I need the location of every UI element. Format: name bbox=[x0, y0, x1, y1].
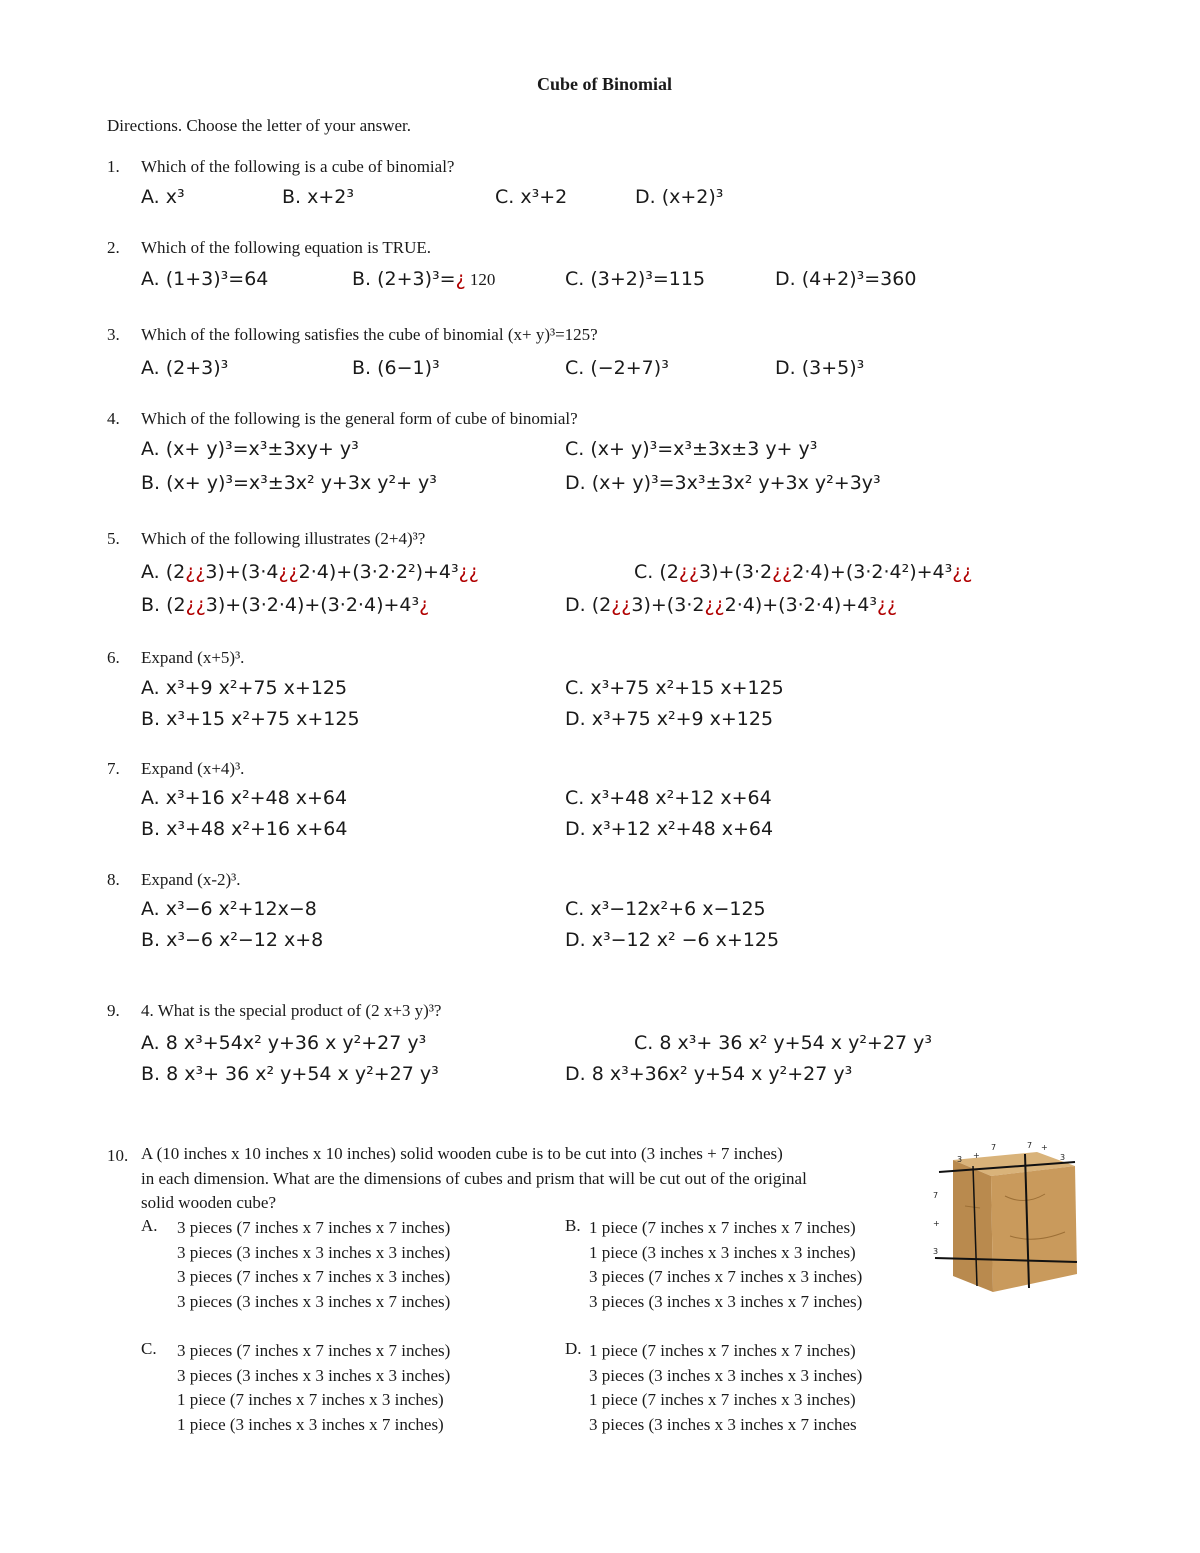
option-b[interactable]: B. 8 x³+ 36 x² y+54 x y²+27 y³ bbox=[141, 1063, 439, 1085]
render-error-glyph: ¿¿ bbox=[458, 561, 479, 583]
question-text: Which of the following equation is TRUE. bbox=[141, 238, 432, 257]
option-d[interactable]: D. (x+ y)³=3x³±3x² y+3x y²+3y³ bbox=[565, 472, 881, 494]
question-text: Which of the following is the general form of cube of binomial? bbox=[141, 409, 578, 428]
expr-part: C. (2 bbox=[634, 561, 679, 583]
cube-label: 3 bbox=[957, 1155, 963, 1164]
option-d[interactable] bbox=[589, 1339, 862, 1437]
render-error-glyph: ¿¿ bbox=[952, 561, 973, 583]
option-a[interactable] bbox=[177, 1216, 450, 1314]
render-error-glyph: ¿¿ bbox=[772, 561, 793, 583]
option-c[interactable]: C. (−2+7)³ bbox=[565, 357, 669, 379]
cube-right-face bbox=[991, 1166, 1077, 1292]
render-error-glyph: ¿¿ bbox=[278, 561, 299, 583]
question-line: in each dimension. What are the dimensions of cubes and prism that will be cut out of the original bbox=[141, 1168, 807, 1188]
option-d[interactable]: D. x³+12 x²+48 x+64 bbox=[565, 818, 774, 840]
render-error-glyph: ¿ bbox=[419, 594, 430, 616]
option-a[interactable]: A. (x+ y)³=x³±3xy+ y³ bbox=[141, 438, 359, 460]
question-text: Expand (x-2)³. bbox=[141, 870, 241, 889]
option-b[interactable]: B. x³+15 x²+75 x+125 bbox=[141, 708, 360, 730]
option-c[interactable]: C. (3+2)³=115 bbox=[565, 268, 706, 290]
question-text: 4. What is the special product of (2 x+3 y)³? bbox=[141, 1001, 442, 1020]
question-number: 6. bbox=[107, 648, 120, 667]
option-line: 3 pieces (3 inches x 3 inches x 7 inches bbox=[589, 1414, 857, 1434]
option-c[interactable]: C. x³+48 x²+12 x+64 bbox=[565, 787, 772, 809]
option-b[interactable]: B. x³+48 x²+16 x+64 bbox=[141, 818, 348, 840]
option-line: 3 pieces (7 inches x 7 inches x 3 inches) bbox=[177, 1267, 451, 1286]
option-c[interactable]: C. (x+ y)³=x³±3x±3 y+ y³ bbox=[565, 438, 818, 460]
option-line: 3 pieces (7 inches x 7 inches x 7 inches) bbox=[177, 1218, 451, 1237]
option-line: 1 piece (3 inches x 3 inches x 3 inches) bbox=[589, 1242, 856, 1262]
expr-part: D. (2 bbox=[565, 594, 612, 616]
directions: Directions. Choose the letter of your answer. bbox=[107, 116, 412, 135]
option-b-value: 120 bbox=[465, 270, 496, 289]
wooden-cube-illustration bbox=[925, 1136, 1085, 1296]
question-number: 2. bbox=[107, 238, 120, 257]
option-line: 1 piece (7 inches x 7 inches x 3 inches) bbox=[589, 1390, 856, 1409]
option-d[interactable]: D. 8 x³+36x² y+54 x y²+27 y³ bbox=[565, 1063, 853, 1085]
option-line: 1 piece (7 inches x 7 inches x 7 inches) bbox=[589, 1218, 856, 1237]
question-text: Which of the following satisfies the cube of binomial (x+ y)³=125? bbox=[141, 325, 598, 344]
render-error-glyph: ¿¿ bbox=[704, 594, 725, 616]
option-b[interactable] bbox=[141, 594, 429, 616]
cube-label: 3 bbox=[1060, 1153, 1066, 1162]
question-text: Which of the following illustrates (2+4)³? bbox=[141, 529, 426, 548]
option-c[interactable]: C. x³+2 bbox=[495, 186, 568, 208]
option-d[interactable]: D. x³+75 x²+9 x+125 bbox=[565, 708, 774, 730]
question-number: 8. bbox=[107, 870, 120, 889]
expr-part: B. (2 bbox=[141, 594, 186, 616]
option-b[interactable]: B. (6−1)³ bbox=[352, 357, 440, 379]
option-a[interactable]: A. x³ bbox=[141, 186, 185, 208]
option-d[interactable] bbox=[565, 594, 897, 616]
question-text: Expand (x+4)³. bbox=[141, 759, 245, 778]
cube-label: 7 bbox=[1027, 1141, 1033, 1150]
question-number: 5. bbox=[107, 529, 120, 548]
question-line: A (10 inches x 10 inches x 10 inches) solid wooden cube is to be cut into (3 inches + 7 inches) bbox=[141, 1144, 783, 1163]
cube-label: 7 bbox=[991, 1143, 997, 1152]
cube-label: + bbox=[1041, 1143, 1048, 1152]
option-line: 3 pieces (3 inches x 3 inches x 3 inches) bbox=[177, 1242, 451, 1262]
option-d[interactable]: D. (3+5)³ bbox=[775, 357, 865, 379]
expr-part: 2·4)+(3·2·4)+4³ bbox=[724, 594, 877, 616]
option-c[interactable]: C. x³+75 x²+15 x+125 bbox=[565, 677, 784, 699]
option-a[interactable]: A. x³−6 x²+12x−8 bbox=[141, 898, 317, 920]
option-line: 1 piece (7 inches x 7 inches x 3 inches) bbox=[177, 1390, 444, 1409]
option-b[interactable]: B. (x+ y)³=x³±3x² y+3x y²+ y³ bbox=[141, 472, 437, 494]
option-d[interactable]: D. (4+2)³=360 bbox=[775, 268, 917, 290]
expr-part: 3)+(3·2 bbox=[699, 561, 773, 583]
render-error-glyph: ¿¿ bbox=[185, 594, 206, 616]
page-title: Cube of Binomial bbox=[537, 74, 673, 94]
option-c-label[interactable]: C. bbox=[141, 1339, 157, 1358]
option-a[interactable]: A. x³+9 x²+75 x+125 bbox=[141, 677, 348, 699]
option-d[interactable]: D. (x+2)³ bbox=[635, 186, 724, 208]
option-line: 1 piece (7 inches x 7 inches x 7 inches) bbox=[589, 1341, 856, 1360]
question-text bbox=[141, 1142, 807, 1216]
question-number: 3. bbox=[107, 325, 120, 344]
question-number: 7. bbox=[107, 759, 120, 778]
option-line: 3 pieces (7 inches x 7 inches x 3 inches) bbox=[589, 1267, 863, 1286]
expr-part: 2·4)+(3·2·4²)+4³ bbox=[792, 561, 953, 583]
question-number: 9. bbox=[107, 1001, 120, 1020]
render-error-glyph: ¿ bbox=[455, 268, 466, 290]
option-c[interactable] bbox=[177, 1339, 450, 1437]
expr-part: 3)+(3·2 bbox=[631, 594, 705, 616]
option-b-expr: B. (2+3)³= bbox=[352, 268, 456, 290]
cube-label: + bbox=[973, 1151, 980, 1160]
option-line: 3 pieces (3 inches x 3 inches x 3 inches) bbox=[177, 1365, 451, 1385]
render-error-glyph: ¿¿ bbox=[611, 594, 632, 616]
option-line: 1 piece (3 inches x 3 inches x 7 inches) bbox=[177, 1414, 444, 1434]
option-d[interactable]: D. x³−12 x² −6 x+125 bbox=[565, 929, 780, 951]
cube-label: + bbox=[933, 1219, 940, 1228]
option-line: 3 pieces (7 inches x 7 inches x 7 inches) bbox=[177, 1341, 451, 1360]
question-number: 10. bbox=[107, 1146, 129, 1165]
render-error-glyph: ¿¿ bbox=[678, 561, 700, 583]
option-b[interactable] bbox=[352, 268, 495, 290]
expr-part: 2·4)+(3·2·2²)+4³ bbox=[298, 561, 459, 583]
option-b-label[interactable]: B. bbox=[565, 1216, 581, 1235]
cube-label: 3 bbox=[933, 1247, 939, 1256]
option-line: 3 pieces (3 inches x 3 inches x 3 inches) bbox=[589, 1365, 863, 1385]
render-error-glyph: ¿¿ bbox=[876, 594, 898, 616]
expr-part: 3)+(3·2·4)+(3·2·4)+4³ bbox=[205, 594, 420, 616]
question-number: 4. bbox=[107, 409, 120, 428]
option-a[interactable]: A. 8 x³+54x² y+36 x y²+27 y³ bbox=[141, 1032, 427, 1054]
option-a-label[interactable]: A. bbox=[141, 1216, 158, 1235]
question-text: Expand (x+5)³. bbox=[141, 648, 245, 667]
option-a[interactable]: A. x³+16 x²+48 x+64 bbox=[141, 787, 348, 809]
option-c[interactable]: C. x³−12x²+6 x−125 bbox=[565, 898, 766, 920]
cube-label: 7 bbox=[933, 1191, 939, 1200]
option-line: 3 pieces (3 inches x 3 inches x 7 inches) bbox=[177, 1291, 451, 1311]
option-c[interactable]: C. 8 x³+ 36 x² y+54 x y²+27 y³ bbox=[634, 1032, 932, 1054]
option-d-label[interactable]: D. bbox=[565, 1339, 582, 1358]
question-text: Which of the following is a cube of binomial? bbox=[141, 157, 455, 176]
option-line: 3 pieces (3 inches x 3 inches x 7 inches) bbox=[589, 1291, 863, 1311]
question-number: 1. bbox=[107, 157, 120, 176]
render-error-glyph: ¿¿ bbox=[185, 561, 206, 583]
option-a[interactable]: A. (2+3)³ bbox=[141, 357, 229, 379]
option-c[interactable] bbox=[634, 561, 972, 583]
option-b[interactable]: B. x³−6 x²−12 x+8 bbox=[141, 929, 324, 951]
question-line: solid wooden cube? bbox=[141, 1193, 277, 1212]
option-a[interactable]: A. (1+3)³=64 bbox=[141, 268, 269, 290]
option-b[interactable]: B. x+2³ bbox=[282, 186, 354, 208]
option-b[interactable] bbox=[589, 1216, 862, 1314]
expr-part: 3)+(3·4 bbox=[205, 561, 279, 583]
option-a[interactable] bbox=[141, 561, 479, 583]
expr-part: A. (2 bbox=[141, 561, 186, 583]
